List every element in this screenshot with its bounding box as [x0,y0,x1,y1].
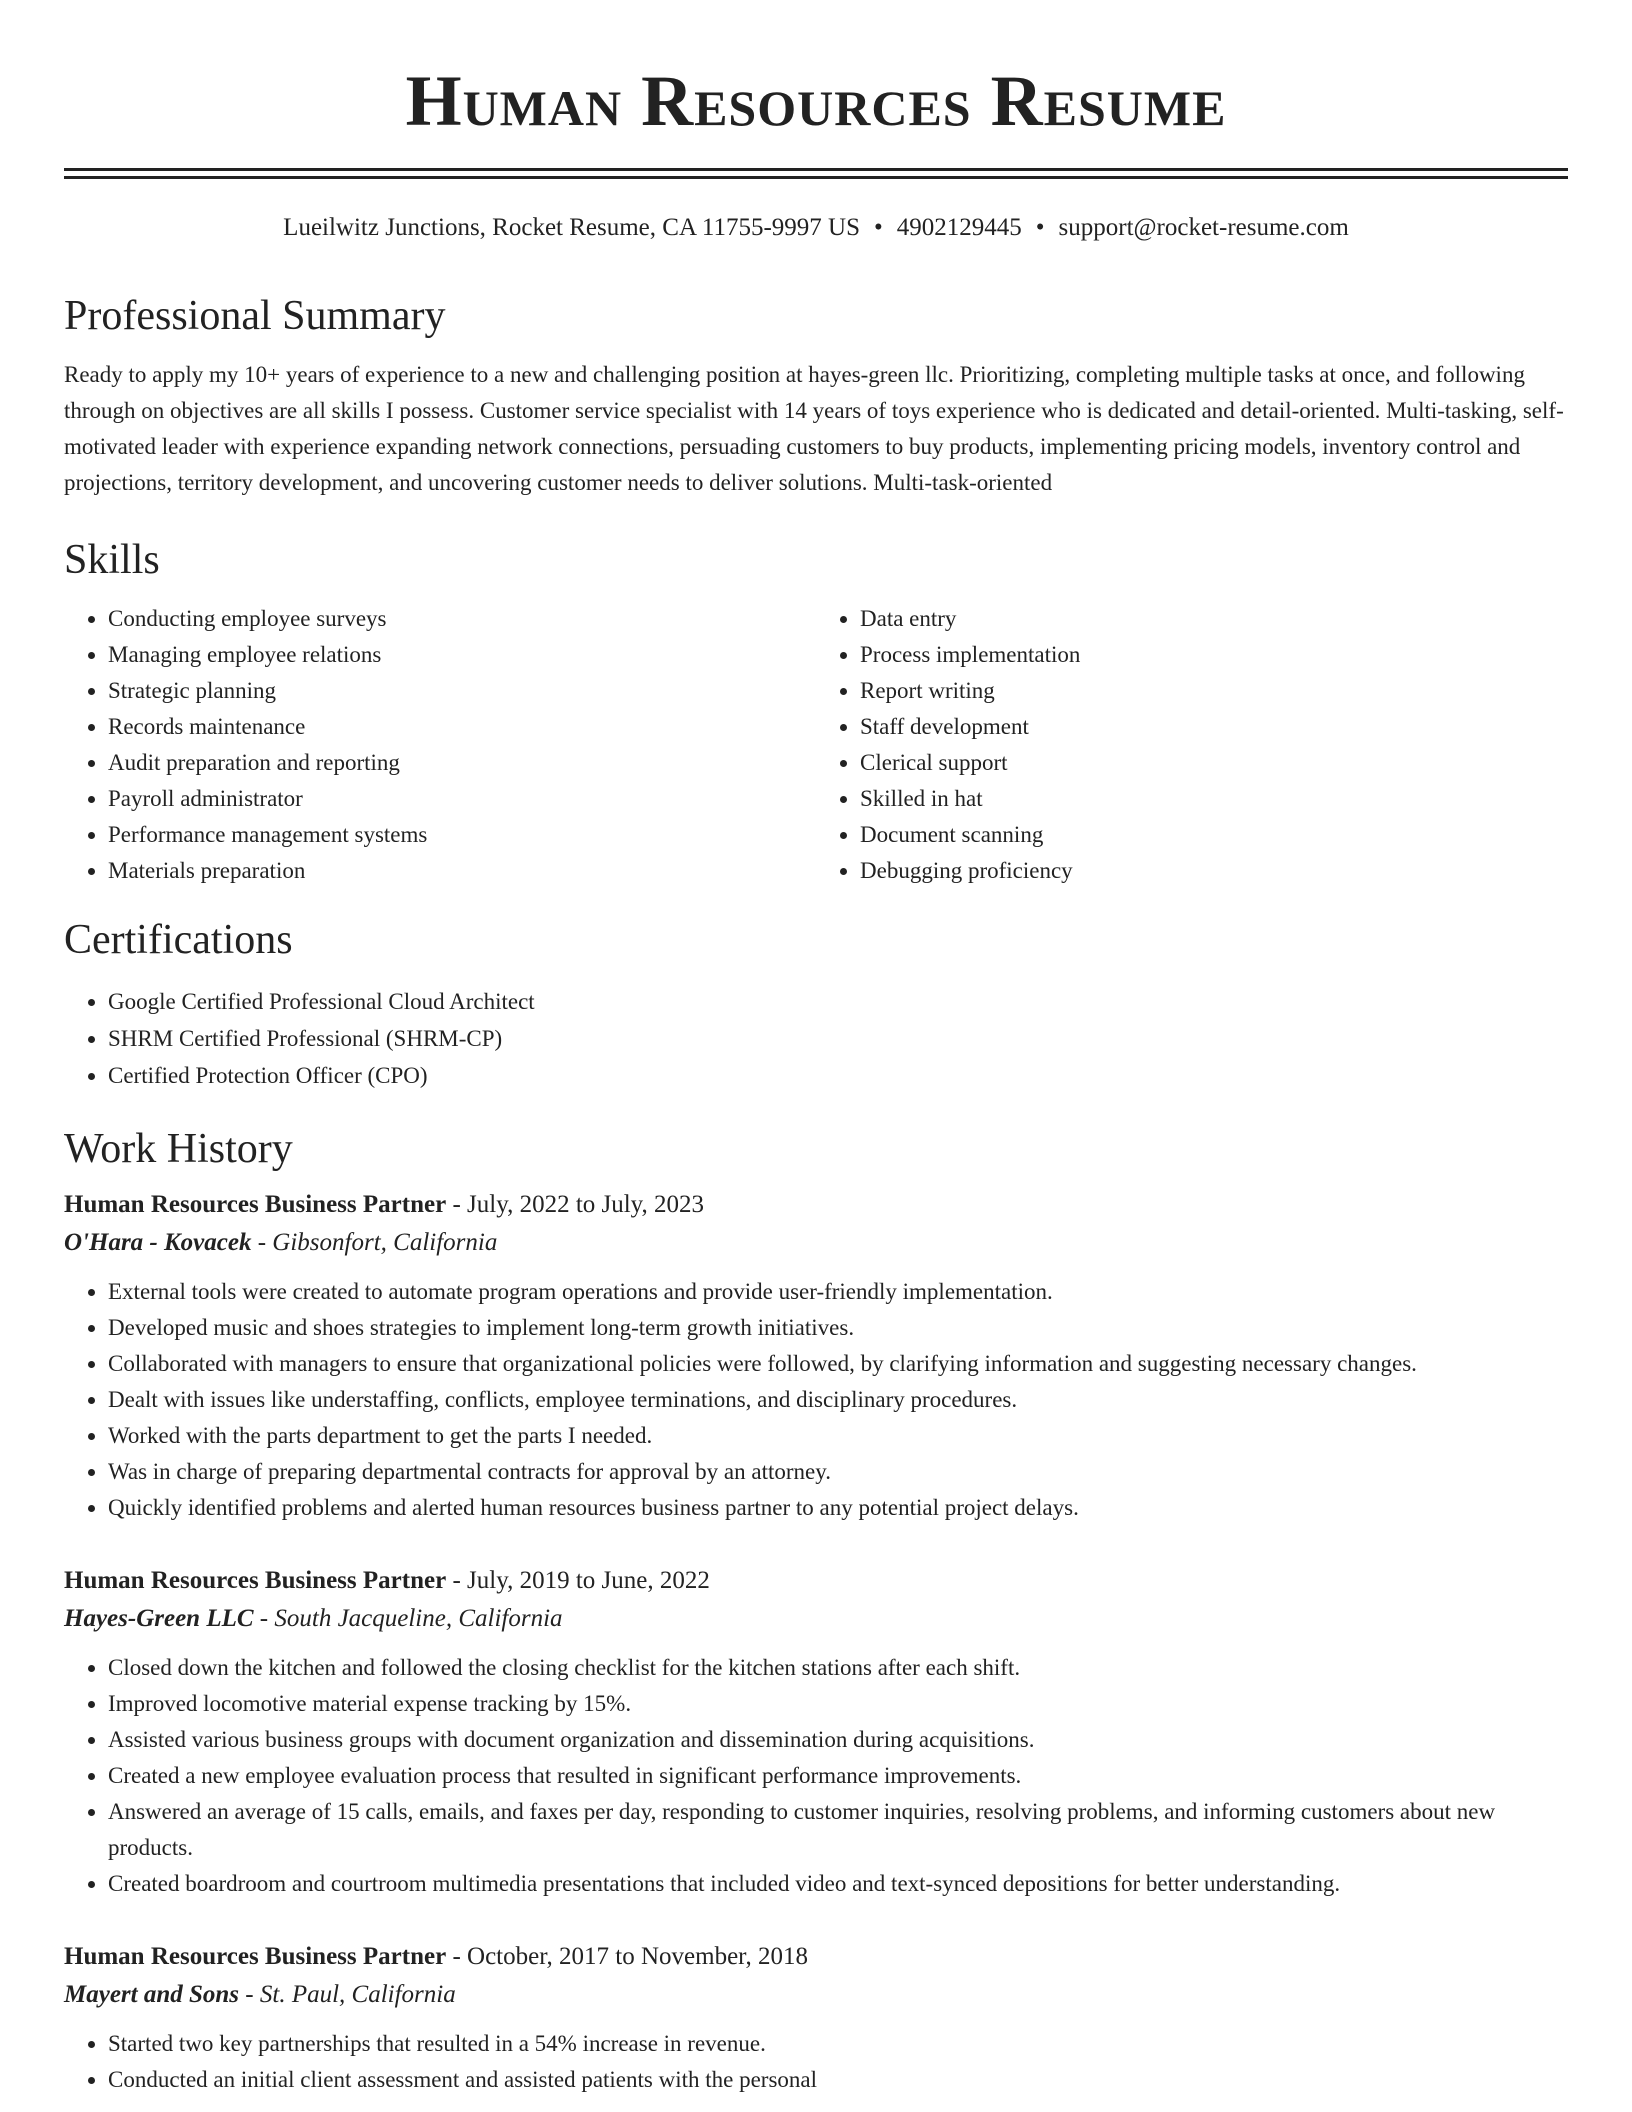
job-dates: - July, 2022 to July, 2023 [446,1191,705,1218]
contact-email: support@rocket-resume.com [1058,214,1349,241]
contact-line [64,213,1568,243]
contact-separator: • [1035,214,1045,241]
job-bullet: • Closed down the kitchen and followed the closing checklist for the kitchen stations after each shift. [108,1650,1568,1686]
job-entry [64,1186,1568,1526]
skill-item: • Debugging proficiency [860,853,1568,889]
certifications-list [64,983,1568,1094]
job-bullet: • Was in charge of preparing departmental contracts for approval by an attorney. [108,1454,1568,1490]
skill-item: • Strategic planning [108,673,816,709]
job-company-line [64,1600,1568,1638]
summary-section [64,291,1568,501]
skill-item: • Data entry [860,601,1568,637]
skill-item: • Skilled in hat [860,781,1568,817]
skill-item: • Report writing [860,673,1568,709]
job-bullet: • External tools were created to automate program operations and provide user-friendly implementation. [108,1274,1568,1310]
skill-item: • Records maintenance [108,709,816,745]
certification-item: • Google Certified Professional Cloud Architect [108,983,1568,1020]
skill-item: • Performance management systems [108,817,816,853]
job-company: Hayes-Green LLC [64,1605,254,1632]
job-bullet: • Quickly identified problems and alerted human resources business partner to any potential project delays. [108,1490,1568,1526]
skill-item: • Audit preparation and reporting [108,745,816,781]
job-company: Mayert and Sons [64,1981,240,2008]
job-company: O'Hara - Kovacek [64,1229,252,1256]
job-bullets [64,2026,1568,2098]
skills-list-right [816,601,1568,889]
skills-heading: Skills [64,537,160,583]
job-entry [64,1562,1568,1902]
title-divider [64,168,1568,179]
job-role: Human Resources Business Partner [64,1943,447,1970]
skill-item: • Materials preparation [108,853,816,889]
job-bullet: • Developed music and shoes strategies to implement long-term growth initiatives. [108,1310,1568,1346]
job-bullet: • Created a new employee evaluation process that resulted in significant performance improvements. [108,1758,1568,1794]
job-role: Human Resources Business Partner [64,1567,447,1594]
job-entry [64,1938,1568,2098]
job-bullet: • Created boardroom and courtroom multimedia presentations that included video and text-synced depositions for better understanding. [108,1866,1568,1902]
job-bullet: • Improved locomotive material expense tracking by 15%. [108,1686,1568,1722]
skill-item: • Clerical support [860,745,1568,781]
resume-title: Human Resources Resume [405,61,1227,141]
job-bullets [64,1650,1568,1902]
skill-item: • Staff development [860,709,1568,745]
job-bullets [64,1274,1568,1526]
job-bullet: • Conducted an initial client assessment and assisted patients with the personal [108,2062,1568,2098]
job-title-line [64,1562,1568,1600]
skills-section [64,535,1568,889]
certification-item: • Certified Protection Officer (CPO) [108,1057,1568,1094]
work-history-heading: Work History [64,1126,293,1172]
work-history-section [64,1124,1568,2098]
skill-item: • Conducting employee surveys [108,601,816,637]
job-dates: - October, 2017 to November, 2018 [446,1943,808,1970]
contact-phone: 4902129445 [896,214,1022,241]
skill-item: • Process implementation [860,637,1568,673]
certification-item: • SHRM Certified Professional (SHRM-CP) [108,1020,1568,1057]
job-location: - St. Paul, California [239,1981,456,2008]
skills-list-left [64,601,816,889]
job-bullet: • Started two key partnerships that resulted in a 54% increase in revenue. [108,2026,1568,2062]
job-bullet: • Answered an average of 15 calls, emails, and faxes per day, responding to customer inquiries, resolving problems, and informing customers about new products. [108,1794,1568,1866]
job-company-line [64,1224,1568,1262]
contact-address: Lueilwitz Junctions, Rocket Resume, CA 11755-9997 US [283,214,860,241]
summary-heading: Professional Summary [64,293,446,339]
job-dates: - July, 2019 to June, 2022 [446,1567,710,1594]
summary-text: Ready to apply my 10+ years of experience to a new and challenging position at hayes-green llc. Prioritizing, completing multiple tasks at once, and following through on objectives are all skills I possess. Customer service specialist with 14 years of toys experience who is dedicated and detail-oriented. Multi-tasking, self-motivated leader with experience expanding network connections, persuading customers to buy products, implementing pricing models, inventory control and projections, territory development, and uncovering customer needs to deliver solutions. Multi-task-oriented [64,362,1564,495]
job-bullet: • Dealt with issues like understaffing, conflicts, employee terminations, and disciplinary procedures. [108,1382,1568,1418]
certifications-section [64,915,1568,1094]
skill-item: • Payroll administrator [108,781,816,817]
job-title-line [64,1938,1568,1976]
job-bullet: • Worked with the parts department to get the parts I needed. [108,1418,1568,1454]
certifications-heading: Certifications [64,917,293,963]
job-title-line [64,1186,1568,1224]
contact-separator: • [873,214,883,241]
job-location: - South Jacqueline, California [253,1605,563,1632]
job-location: - Gibsonfort, California [251,1229,498,1256]
job-bullet: • Assisted various business groups with document organization and dissemination during acquisitions. [108,1722,1568,1758]
job-company-line [64,1976,1568,2014]
job-role: Human Resources Business Partner [64,1191,447,1218]
job-bullet: • Collaborated with managers to ensure that organizational policies were followed, by clarifying information and suggesting necessary changes. [108,1346,1568,1382]
skills-columns [64,601,1568,889]
skill-item: • Document scanning [860,817,1568,853]
skill-item: • Managing employee relations [108,637,816,673]
